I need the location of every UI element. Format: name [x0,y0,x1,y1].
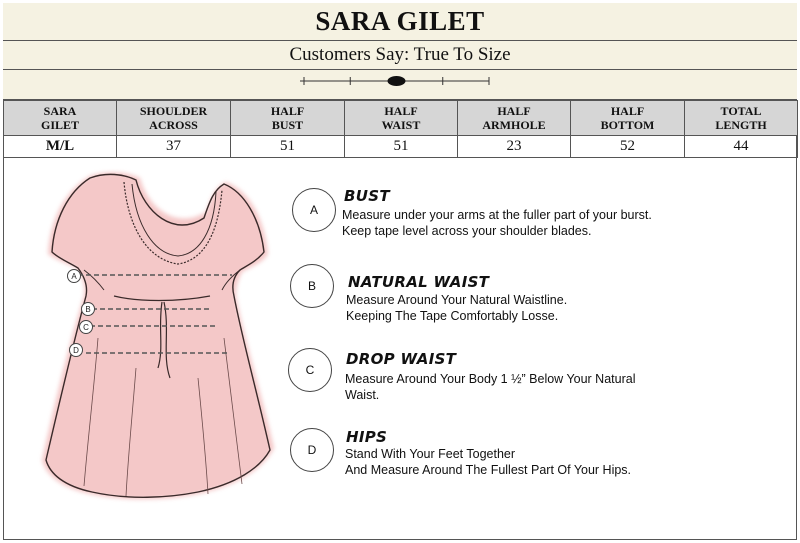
column-header-shoulder-across: SHOULDER ACROSS [117,101,231,136]
bust-heading: BUST [344,187,390,205]
marker-d-circle: D [290,428,334,472]
marker-c-label: C [83,323,89,332]
natural-waist-heading: NATURAL WAIST [348,273,490,291]
hips-heading: HIPS [346,428,388,446]
drop-waist-line-1: Measure Around Your Body 1 ½” Below Your Natural [345,372,636,386]
bust-line-2: Keep tape level across your shoulder blades. [342,224,592,238]
page-title: SARA GILET [315,6,485,36]
drop-waist-instructions [345,371,705,403]
natural-waist-line-1: Measure Around Your Natural Waistline. [346,293,568,307]
marker-d-label: D [73,346,79,355]
half-armhole-cell: 23 [458,136,571,158]
drop-waist-line-2: Waist. [345,388,380,402]
natural-waist-instructions [346,292,706,324]
title-bar [3,3,797,41]
dress-illustration [28,168,278,518]
marker-b-label: B [85,305,91,314]
hips-line-2: And Measure Around The Fullest Part Of Your Hips. [345,463,632,477]
column-header-total-length: TOTAL LENGTH [685,101,798,136]
hips-instructions [345,446,705,478]
shoulder-across-cell: 37 [117,136,231,158]
column-header-half-bust: HALF BUST [231,101,345,136]
column-header-garment: SARA GILET [4,101,117,136]
half-bust-cell: 51 [231,136,345,158]
size-table-header-row [4,101,798,136]
size-cell: M/L [4,136,117,158]
marker-a-circle: A [292,188,336,232]
marker-a-label: A [71,272,77,281]
drop-waist-heading: DROP WAIST [346,350,457,368]
marker-c-circle: C [288,348,332,392]
fit-scale [3,70,797,100]
column-header-half-armhole: HALF ARMHOLE [458,101,571,136]
size-table [3,100,798,158]
natural-waist-line-2: Keeping The Tape Comfortably Losse. [346,309,559,323]
hips-line-1: Stand With Your Feet Together [345,447,516,461]
bust-line-1: Measure under your arms at the fuller part of your burst. [342,208,652,222]
marker-b-circle: B [290,264,334,308]
column-header-half-waist: HALF WAIST [345,101,458,136]
fit-scale-selected-marker [388,76,406,86]
bust-instructions [342,207,702,239]
total-length-cell: 44 [685,136,798,158]
fit-note: Customers Say: True To Size [289,44,511,65]
fit-scale-bar [3,70,797,100]
half-bottom-cell: 52 [571,136,685,158]
table-row [4,136,798,158]
column-header-half-bottom: HALF BOTTOM [571,101,685,136]
dress-drawing [28,168,278,518]
half-waist-cell: 51 [345,136,458,158]
subtitle-bar [3,41,797,70]
